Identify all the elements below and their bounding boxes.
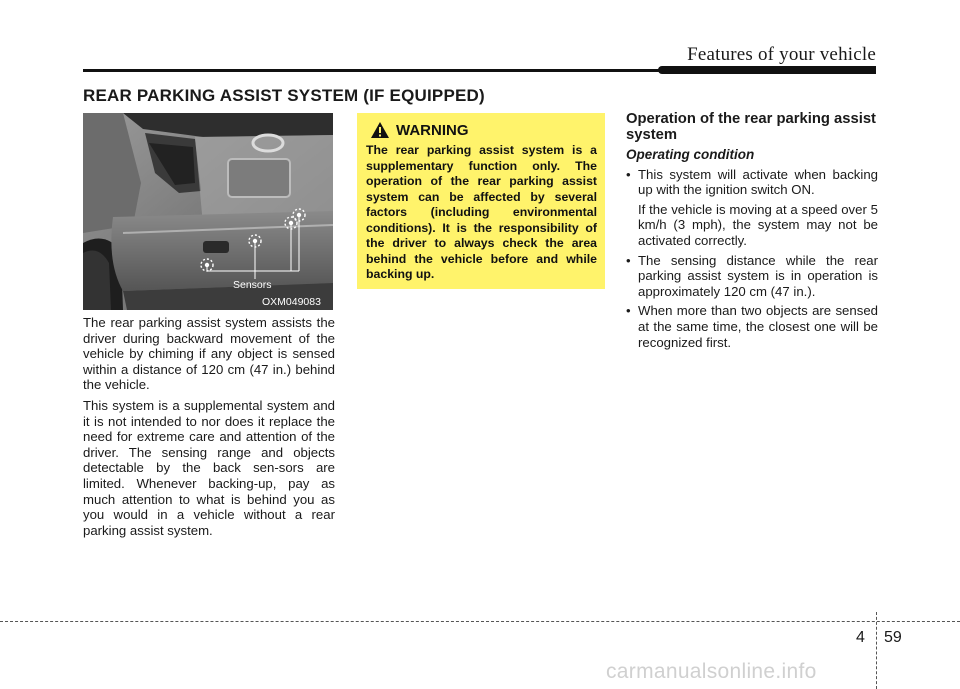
figure-code: OXM049083 — [262, 296, 321, 308]
bullet-text: This system will activate when backing up with the ignition switch ON. — [638, 166, 878, 198]
bullet-text: The sensing distance while the rear parking assist system is in operation is approximately 120 cm (47 in.). — [638, 252, 878, 299]
warning-text: The rear parking assist system is a supplementary function only. The operation of the rear parking assist system can be affected by several factors (including environmental conditions). It is the responsibility of the driver to always check the area behind the vehicle before and while backing up. — [366, 143, 597, 281]
footer-divider — [876, 612, 877, 689]
warning-title: WARNING — [396, 121, 469, 139]
rear-bumper-figure — [83, 113, 333, 310]
rear-bumper-illustration — [83, 113, 333, 310]
bullet-icon: • — [626, 303, 631, 319]
footer-rule — [0, 621, 960, 622]
section-title: REAR PARKING ASSIST SYSTEM (IF EQUIPPED) — [83, 86, 485, 105]
bullet-icon: • — [626, 252, 631, 268]
operation-section — [626, 111, 878, 354]
intro-text — [83, 315, 335, 543]
chapter-number: 4 — [856, 629, 865, 646]
warning-header — [370, 121, 597, 139]
list-item — [626, 253, 878, 300]
intro-paragraph-1: The rear parking assist system assists the driver during backward movement of the vehicle by chiming if any object is sensed within a distance of 120 cm (47 in.) behind the vehicle. — [83, 315, 335, 393]
page-number: 59 — [884, 629, 902, 646]
warning-box — [357, 113, 605, 289]
bullet-extra-text: If the vehicle is moving at a speed over 5 km/h (3 mph), the system may not be activated correctly. — [638, 201, 878, 248]
operation-subheading: Operating condition — [626, 147, 755, 162]
operation-heading: Operation of the rear parking assist system — [626, 111, 876, 143]
bullet-icon: • — [626, 166, 631, 182]
bullet-text: When more than two objects are sensed at the same time, the closest one will be recognized first. — [638, 303, 878, 350]
sensors-label: Sensors — [233, 279, 272, 291]
watermark-link[interactable]: carmanualsonline.info — [606, 660, 817, 683]
operation-bullet-list — [626, 167, 878, 351]
list-item — [626, 303, 878, 350]
running-header: Features of your vehicle — [687, 44, 876, 65]
list-item — [626, 167, 878, 249]
intro-paragraph-2: This system is a supplemental system and it is not intended to nor does it replace the need for extreme care and attention of the driver. The sensing range and objects detectable by the back sen-sors are limited. Whenever backing-up, pay as much attention to what is behind you as you would in a vehicle without a rear parking assist system. — [83, 397, 335, 538]
warning-triangle-icon — [370, 121, 390, 139]
header-rule — [83, 69, 876, 72]
